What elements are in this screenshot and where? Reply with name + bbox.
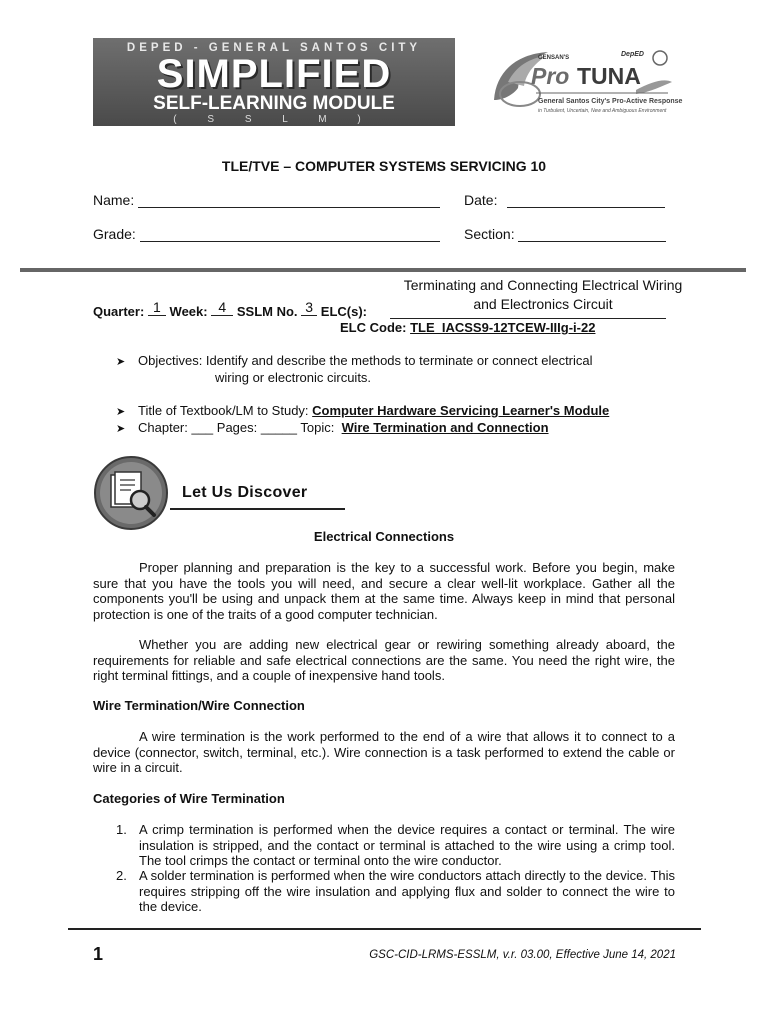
elc-code-value: TLE_IACSS9-12TCEW-IIIg-i-22: [410, 320, 596, 335]
elc-label: ELC(s):: [320, 304, 367, 319]
footer-reference: GSC-CID-LRMS-ESSLM, v.r. 03.00, Effective June 14, 2021: [369, 949, 676, 961]
textbook-bullet: [116, 403, 609, 418]
banner-top-text: DEPED - GENERAL SANTOS CITY: [126, 42, 422, 54]
discover-book-icon: [93, 455, 169, 531]
subheading-categories: Categories of Wire Termination: [93, 791, 285, 806]
discover-underline: [170, 508, 345, 510]
logo-tagline: General Santos City's Pro-Active Response: [538, 98, 683, 105]
elc-title-line1: Terminating and Connecting Electrical Wiring: [403, 277, 683, 293]
grade-label: Grade:: [93, 226, 136, 242]
module-banner: [93, 38, 455, 126]
section-heading: Electrical Connections: [313, 529, 455, 544]
elc-code-label: ELC Code:: [340, 320, 407, 335]
date-blank[interactable]: [507, 193, 665, 208]
list-item: [116, 868, 675, 915]
week-label: Week:: [169, 304, 208, 319]
list-item-number: 2.: [116, 868, 127, 883]
logo-tagline-secondary: in Turbulent, Uncertain, New and Ambiguous Environment: [538, 108, 667, 114]
banner-main-text: SIMPLIFIED: [156, 52, 392, 96]
week-value: 4: [211, 299, 233, 316]
chapter-label: Chapter: ___ Pages: _____ Topic:: [138, 420, 335, 435]
sslm-value: 3: [301, 299, 317, 316]
list-item-number: 1.: [116, 822, 127, 837]
arrow-bullet-icon: ➤: [116, 356, 126, 368]
paragraph-3: [93, 729, 675, 776]
discover-title: Let Us Discover: [182, 484, 308, 501]
objectives-line2: wiring or electronic circuits.: [215, 370, 372, 385]
date-field[interactable]: [464, 192, 665, 208]
arrow-bullet-icon: ➤: [116, 406, 126, 418]
elc-title-line2: and Electronics Circuit: [473, 296, 613, 312]
quarter-week-line: [93, 299, 367, 320]
subheading-wire-termination: Wire Termination/Wire Connection: [93, 698, 305, 713]
quarter-label: Quarter:: [93, 304, 145, 319]
page-number: 1: [93, 944, 104, 964]
arrow-bullet-icon: ➤: [116, 423, 126, 435]
name-label: Name:: [93, 192, 135, 208]
quarter-value: 1: [148, 299, 166, 316]
logo-deped-text: DepED: [621, 51, 644, 58]
subject-title: TLE/TVE – COMPUTER SYSTEMS SERVICING 10: [221, 158, 547, 174]
paragraph-2: [93, 637, 675, 684]
list-item-text: A crimp termination is performed when the device requires a contact or terminal. The wire insulation is stripped, and the contact or terminal is attached to the wire using a crimp tool. The tool crimps the contact or terminal onto the wire conductor.: [139, 822, 675, 868]
name-field[interactable]: [93, 192, 440, 208]
date-label: Date:: [464, 192, 498, 208]
chapter-bullet: [116, 420, 549, 435]
section-blank[interactable]: [518, 227, 666, 242]
logo-pro-text: Pro: [531, 63, 570, 89]
paragraph-1-text: Proper planning and preparation is the key to a successful work. Before you begin, make sure that you have the tools you will need, and secure a clear well-lit workplace. Gather all the components you'll be using and unpack them at the same time. Always keep in mind that personal protection is one of the traits of a good computer technician.: [93, 560, 675, 622]
banner-sub-text: SELF-LEARNING MODULE: [153, 93, 395, 114]
elc-code-line: [340, 320, 595, 335]
paragraph-2-text: Whether you are adding new electrical gear or rewiring something already aboard, the requirements for reliable and safe electrical connections are the same. You need the right wire, the right terminal fittings, and a couple of inexpensive hand tools.: [93, 637, 675, 683]
grade-field[interactable]: [93, 226, 440, 242]
textbook-label: Title of Textbook/LM to Study:: [138, 403, 309, 418]
textbook-title: Computer Hardware Servicing Learner's Module: [312, 403, 610, 418]
logo-gensan-text: GENSAN'S: [538, 55, 570, 61]
paragraph-3-text: A wire termination is the work performed to the end of a wire that allows it to connect to a device (connector, switch, terminal, etc.). Wire connection is a task performed to extend the cable or wire in a circuit.: [93, 729, 675, 775]
objectives-line1: Objectives: Identify and describe the methods to terminate or connect electrical: [138, 353, 593, 368]
elc-underline: [390, 318, 666, 319]
objectives-bullet: [116, 353, 593, 368]
section-label: Section:: [464, 226, 515, 242]
footer-divider: [68, 928, 701, 930]
section-field[interactable]: [464, 226, 666, 242]
paragraph-1: [93, 560, 675, 622]
grade-blank[interactable]: [140, 227, 440, 242]
list-item: [116, 822, 675, 869]
logo-tuna-text: TUNA: [577, 63, 641, 89]
name-blank[interactable]: [138, 193, 440, 208]
header-divider: [20, 268, 746, 272]
banner-acronym: ( S S L M ): [173, 114, 375, 125]
sslm-label: SSLM No.: [236, 304, 298, 319]
list-item-text: A solder termination is performed when the wire conductors attach directly to the device. This requires stripping off the wire insulation and applying flux and solder to connect the wire to the device.: [139, 868, 675, 914]
topic-title: Wire Termination and Connection: [341, 420, 549, 435]
